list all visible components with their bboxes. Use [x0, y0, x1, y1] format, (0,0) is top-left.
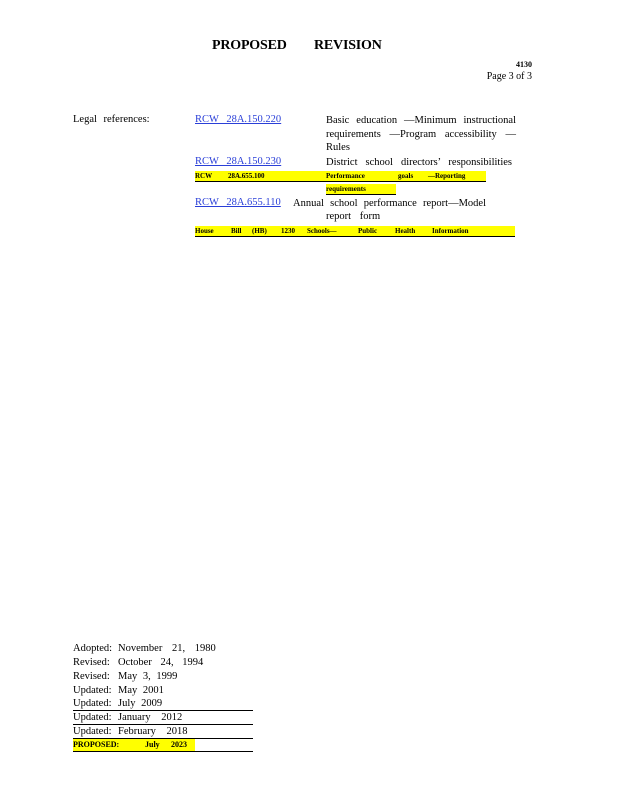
ref-desc-basic-education [326, 114, 516, 155]
ref-desc-line: requirements —Program accessibility — [326, 128, 516, 140]
history-updated-2001 [73, 684, 253, 697]
house-bill-word: Public [358, 227, 378, 235]
ref-desc-word: requirements [326, 185, 366, 193]
history-date: July 2009 [118, 698, 163, 709]
history-label: Updated: [73, 712, 112, 723]
ref-desc-word: —Reporting [428, 172, 466, 180]
ref-desc-annual-report-cont: report form [326, 211, 381, 222]
house-bill-word: Bill [231, 227, 242, 235]
history-date: February 2018 [118, 726, 188, 737]
highlighted-house-bill [195, 226, 515, 237]
ref-link-28a-655-110[interactable]: RCW 28A.655.110 [195, 197, 281, 208]
history-proposed [73, 739, 253, 752]
history-label: Adopted: [73, 643, 113, 654]
ref-desc-district-directors: District school directors’ responsibilities [326, 157, 512, 168]
title-word-revision: REVISION [314, 38, 382, 53]
proposed-label: PROPOSED: [73, 740, 120, 749]
title-word-proposed: PROPOSED [212, 38, 287, 53]
history-label: Revised: [73, 671, 110, 682]
house-bill-word: House [195, 227, 214, 235]
history-label: Updated: [73, 698, 112, 709]
proposed-year: 2023 [171, 740, 187, 749]
history-revised-1999 [73, 670, 253, 683]
ref-link-28a-150-220[interactable]: RCW 28A.150.220 [195, 114, 282, 125]
ref-code-number: 28A.655.100 [228, 172, 265, 180]
policy-number: 4130 [516, 60, 532, 69]
history-label: Updated: [73, 726, 112, 737]
ref-desc-word: goals [398, 172, 414, 180]
house-bill-word: Information [432, 227, 469, 235]
legal-references-label: Legal references: [73, 114, 150, 125]
history-updated-2012 [73, 711, 253, 725]
house-bill-word: 1230 [281, 227, 295, 235]
house-bill-word: Health [395, 227, 416, 235]
ref-code-prefix: RCW [195, 172, 213, 180]
proposed-month: July [145, 740, 160, 749]
highlighted-ref-28a-655-100 [195, 171, 486, 182]
highlighted-ref-continuation [326, 184, 396, 195]
ref-desc-line: Rules [326, 142, 350, 153]
history-date: May 3, 1999 [118, 671, 178, 682]
history-label: Updated: [73, 685, 112, 696]
page-number: Page 3 of 3 [486, 71, 532, 82]
house-bill-word: (HB) [252, 227, 267, 235]
history-revised-1994 [73, 656, 253, 669]
history-date: October 24, 1994 [118, 657, 204, 668]
house-bill-word: Schools— [307, 227, 337, 235]
history-adopted [73, 642, 253, 655]
history-date: January 2012 [118, 712, 183, 723]
history-label: Revised: [73, 657, 110, 668]
ref-desc-line: Basic education —Minimum instructional [326, 115, 516, 126]
history-date: May 2001 [118, 685, 164, 696]
ref-desc-annual-report: Annual school performance report—Model [293, 198, 486, 209]
ref-link-28a-150-230[interactable]: RCW 28A.150.230 [195, 156, 282, 167]
history-updated-2018 [73, 725, 253, 739]
history-date: November 21, 1980 [118, 643, 216, 654]
ref-desc-word: Performance [326, 172, 365, 180]
history-updated-2009 [73, 697, 253, 711]
